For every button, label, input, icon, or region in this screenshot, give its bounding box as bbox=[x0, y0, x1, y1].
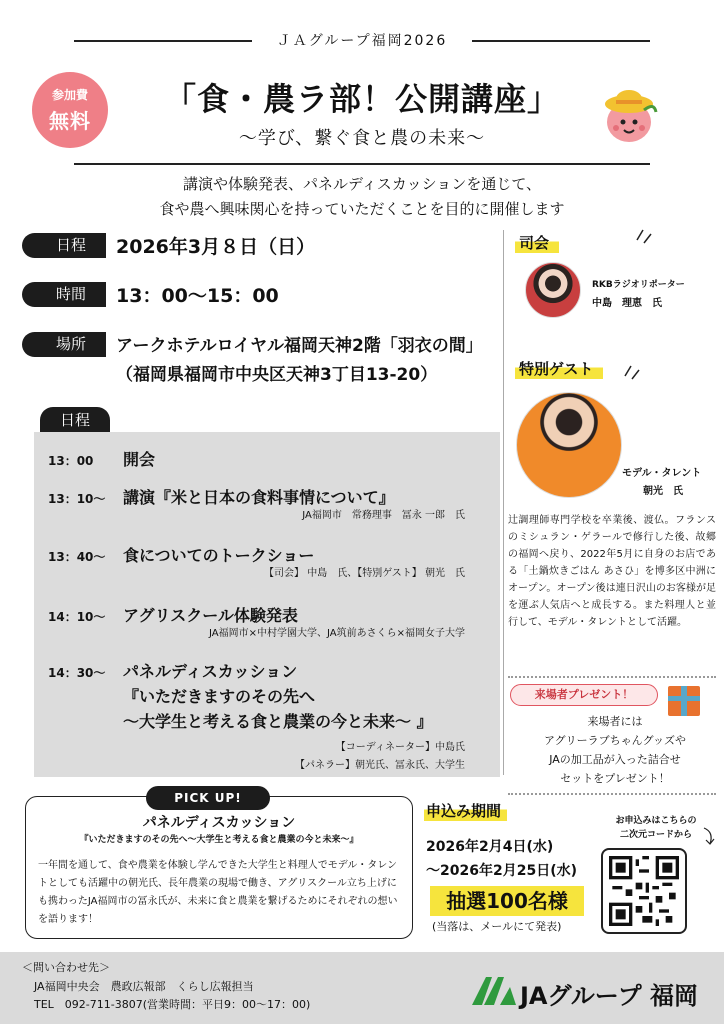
schedule-title: 講演『米と日本の食料事情について』 bbox=[123, 488, 395, 507]
date-label: 日程 bbox=[22, 233, 106, 258]
schedule-time: 13：00 bbox=[48, 454, 94, 468]
time-label: 時間 bbox=[22, 282, 106, 307]
mc-heading: 司会 bbox=[515, 232, 559, 253]
mc-photo bbox=[525, 262, 581, 318]
contact-phone: TEL 092-711-3807(営業時間：平日9：00〜17：00) bbox=[34, 998, 311, 1011]
guest-role: モデル・タレント bbox=[622, 468, 702, 479]
gift-label: 来場者プレゼント！ bbox=[510, 684, 658, 706]
gift-divider-bottom bbox=[508, 793, 716, 795]
ja-logo-icon bbox=[470, 973, 518, 1007]
guest-heading: 特別ゲスト bbox=[515, 358, 603, 379]
arrow-down-icon bbox=[702, 826, 716, 846]
badge-value: 無料 bbox=[49, 109, 91, 133]
schedule-panelists: 【パネラー】朝光氏、冨永氏、大学生 bbox=[295, 760, 465, 771]
pickup-tag: PICK UP! bbox=[146, 786, 270, 810]
gift-line: JAの加工品が入った詰合せ bbox=[549, 753, 681, 766]
qr-caption-line: お申込みはこちらの bbox=[615, 816, 697, 826]
schedule-time: 13：40〜 bbox=[48, 550, 106, 564]
gift-line: セットをプレゼント！ bbox=[560, 772, 670, 785]
pickup-subtitle: 『いただきますのその先へ〜大学生と考える食と農業の今と未来〜』 bbox=[79, 835, 359, 845]
schedule-label: 日程 bbox=[40, 407, 110, 434]
application-heading: 申込み期間 bbox=[424, 800, 507, 821]
lottery-badge: 抽選100名様 bbox=[430, 886, 584, 916]
lottery-note: (当落は、メールにて発表) bbox=[432, 920, 562, 933]
gift-line: アグリーラブちゃんグッズや bbox=[543, 734, 687, 747]
place-address: （福岡県福岡市中央区天神3丁目13-20） bbox=[116, 365, 438, 385]
contact-heading: ＜問い合わせ先＞ bbox=[22, 961, 110, 974]
schedule-time: 14：30〜 bbox=[48, 666, 106, 680]
guest-photo bbox=[516, 392, 622, 498]
intro-text bbox=[0, 172, 724, 222]
place-label: 場所 bbox=[22, 332, 106, 357]
time-value: 13：00〜15：00 bbox=[116, 285, 279, 307]
intro-line-2: 食や農へ興味関心を持っていただくことを目的に開催します bbox=[159, 200, 565, 218]
gift-divider bbox=[508, 676, 716, 678]
ja-logo-name: JAグループ bbox=[520, 982, 642, 1010]
intro-line-1: 講演や体験発表、パネルディスカッションを通じて、 bbox=[182, 175, 542, 193]
title-rule bbox=[74, 163, 650, 165]
contact-department: JA福岡中央会 農政広報部 くらし広報担当 bbox=[34, 980, 254, 993]
schedule-speaker: 【司会】 中島 氏、【特別ゲスト】 朝光 氏 bbox=[264, 568, 465, 579]
schedule-time: 13：10〜 bbox=[48, 492, 106, 506]
organization-name: ＪＡグループ福岡2026 bbox=[276, 33, 448, 49]
schedule-time: 14：10〜 bbox=[48, 610, 106, 624]
application-end: 〜2026年2月25日(水) bbox=[426, 863, 577, 879]
schedule-speaker: JA福岡市×中村学園大学、JA筑前あさくら×福岡女子大学 bbox=[209, 628, 465, 639]
mc-name: 中島 理恵 氏 bbox=[592, 298, 662, 309]
qr-caption bbox=[596, 814, 716, 842]
qr-caption-line: 二次元コードから bbox=[619, 830, 692, 840]
badge-label: 参加費 bbox=[51, 88, 88, 102]
schedule-title: パネルディスカッション bbox=[123, 662, 298, 681]
application-start: 2026年2月4日(水) bbox=[426, 839, 554, 855]
mascot-illustration bbox=[596, 82, 662, 148]
mc-role: RKBラジオリポーター bbox=[592, 280, 685, 290]
pickup-body: 一年間を通して、食や農業を体験し学んできた大学生と料理人でモデル・タレントとしても活躍中の朝光氏、長年農業の現場で働き、アグリスクール立ち上げにも携わったJA福岡市の冨永氏が、未来に食と農業を繋げるためにそれぞれの想いを語ります！ bbox=[38, 860, 398, 925]
date-value: 2026年3月８日（日） bbox=[116, 236, 316, 258]
ja-logo-prefecture: 福岡 bbox=[649, 982, 698, 1010]
schedule-title: 食についてのトークショー bbox=[123, 546, 315, 565]
schedule-coordinator: 【コーディネーター】中島氏 bbox=[335, 742, 465, 753]
schedule-title: アグリスクール体験発表 bbox=[123, 606, 298, 625]
pickup-title: パネルディスカッション bbox=[142, 815, 296, 831]
page-subtitle: 〜学び、繋ぐ食と農の未来〜 bbox=[238, 128, 486, 149]
schedule-title-line-2: 『いただきますのその先へ bbox=[123, 687, 316, 706]
ja-logo-text bbox=[520, 976, 698, 1011]
page-title: 「食・農ラ部！公開講座」 bbox=[163, 80, 560, 118]
schedule-title: 開会 bbox=[123, 450, 156, 469]
column-divider bbox=[503, 230, 504, 775]
accent-lines-icon bbox=[634, 226, 654, 246]
gift-line: 来場者には bbox=[587, 715, 643, 728]
guest-bio: 辻調理師専門学校を卒業後、渡仏。フランスのミシュラン・ゲラールで修行した後、故郷の福岡へ戻り、2022年5月に自身のお店である「土鍋炊きごはん あさひ」を博多区中洲にオープン。オープン後は連日沢山のお客様が足を運ぶ人気店へと成長する。また料理人と並行して、モデル・タレントとして活躍。 bbox=[508, 515, 716, 628]
qr-code[interactable] bbox=[601, 848, 687, 934]
guest-name: 朝光 氏 bbox=[643, 486, 683, 497]
schedule-speaker: JA福岡市 常務理事 冨永 一郎 氏 bbox=[302, 510, 465, 521]
schedule-title-line-3: 〜大学生と考える食と農業の今と未来〜 』 bbox=[123, 712, 433, 731]
gift-text bbox=[515, 712, 715, 788]
place-value: アークホテルロイヤル福岡天神2階「羽衣の間」 bbox=[116, 336, 483, 356]
accent-lines-icon bbox=[622, 362, 642, 382]
qr-code-icon bbox=[609, 856, 679, 926]
